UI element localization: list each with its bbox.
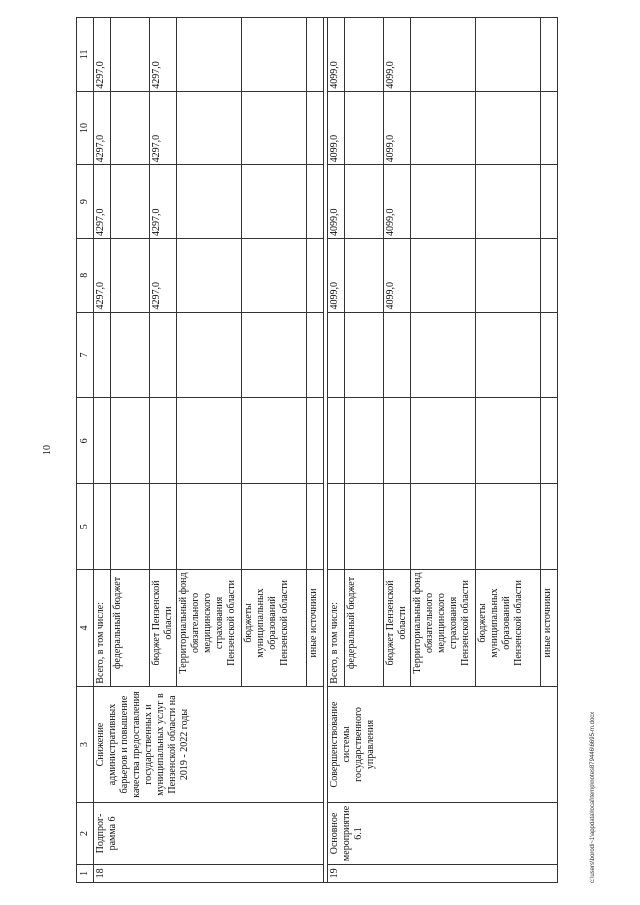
- value-cell-col-8: [242, 238, 307, 312]
- funding-source-label: иные источники: [541, 570, 558, 687]
- col-num-5: 5: [77, 484, 94, 570]
- value-cell-col-10: 4099,0: [328, 91, 345, 165]
- program-code: Подпрог-рамма 6: [94, 803, 324, 864]
- value-cell-col-7: [476, 312, 541, 398]
- value-cell-col-10: 4099,0: [384, 91, 411, 165]
- col-num-7: 7: [77, 312, 94, 398]
- value-cell-col-10: 4297,0: [150, 91, 177, 165]
- value-cell-col-7: [94, 312, 111, 398]
- source-row: [328, 18, 345, 883]
- row-group-19: [328, 18, 558, 883]
- value-cell-col-7: [345, 312, 384, 398]
- value-cell-col-6: [345, 398, 384, 484]
- value-cell-col-6: [541, 398, 558, 484]
- col-num-4: 4: [77, 570, 94, 687]
- value-cell-col-10: [111, 91, 150, 165]
- value-cell-col-5: [177, 484, 242, 570]
- value-cell-col-6: [411, 398, 476, 484]
- value-cell-col-9: [177, 165, 242, 239]
- value-cell-col-7: [242, 312, 307, 398]
- funding-source-label: Территориальный фонд обязательного медицинского страхования Пензенской области: [411, 570, 476, 687]
- page-number: 10: [42, 445, 53, 455]
- value-cell-col-6: [242, 398, 307, 484]
- value-cell-col-7: [541, 312, 558, 398]
- value-cell-col-8: [541, 238, 558, 312]
- value-cell-col-5: [94, 484, 111, 570]
- funding-source-label: бюджет Пензенской области: [150, 570, 177, 687]
- value-cell-col-11: [476, 18, 541, 92]
- value-cell-col-11: [307, 18, 324, 92]
- col-num-11: 11: [77, 18, 94, 92]
- budget-table: [76, 17, 558, 883]
- value-cell-col-9: [345, 165, 384, 239]
- value-cell-col-11: [541, 18, 558, 92]
- value-cell-col-8: [177, 238, 242, 312]
- value-cell-col-5: [345, 484, 384, 570]
- value-cell-col-10: 4297,0: [94, 91, 111, 165]
- value-cell-col-7: [328, 312, 345, 398]
- value-cell-col-10: [541, 91, 558, 165]
- value-cell-col-9: [111, 165, 150, 239]
- value-cell-col-5: [242, 484, 307, 570]
- col-num-8: 8: [77, 238, 94, 312]
- funding-source-label: Всего, в том числе:: [94, 570, 111, 687]
- row-number: 18: [94, 864, 324, 882]
- value-cell-col-5: [328, 484, 345, 570]
- value-cell-col-6: [476, 398, 541, 484]
- value-cell-col-7: [177, 312, 242, 398]
- value-cell-col-11: [345, 18, 384, 92]
- value-cell-col-9: [307, 165, 324, 239]
- value-cell-col-8: 4099,0: [328, 238, 345, 312]
- col-num-1: 1: [77, 864, 94, 882]
- value-cell-col-7: [150, 312, 177, 398]
- row-number: 19: [328, 864, 558, 882]
- col-num-10: 10: [77, 91, 94, 165]
- funding-source-label: федеральный бюджет: [111, 570, 150, 687]
- value-cell-col-7: [384, 312, 411, 398]
- value-cell-col-9: 4099,0: [328, 165, 345, 239]
- funding-source-label: федеральный бюджет: [345, 570, 384, 687]
- value-cell-col-8: [111, 238, 150, 312]
- source-row: [94, 18, 111, 883]
- value-cell-col-9: [541, 165, 558, 239]
- value-cell-col-9: 4297,0: [94, 165, 111, 239]
- row-group-18: [94, 18, 324, 883]
- value-cell-col-8: [411, 238, 476, 312]
- funding-source-label: Территориальный фонд обязательного медицинского страхования Пензенской области: [177, 570, 242, 687]
- value-cell-col-10: [476, 91, 541, 165]
- value-cell-col-11: [177, 18, 242, 92]
- value-cell-col-10: [177, 91, 242, 165]
- program-name: Снижение административных барьеров и повышение качества предоставления государственных и муниципальных услуг в Пензенской области на 2019 - 2022 годы: [94, 686, 324, 803]
- value-cell-col-9: 4099,0: [384, 165, 411, 239]
- value-cell-col-10: [307, 91, 324, 165]
- value-cell-col-9: [411, 165, 476, 239]
- value-cell-col-8: [307, 238, 324, 312]
- value-cell-col-9: [242, 165, 307, 239]
- funding-source-label: иные источники: [307, 570, 324, 687]
- value-cell-col-6: [177, 398, 242, 484]
- value-cell-col-5: [476, 484, 541, 570]
- column-number-row: [77, 18, 94, 883]
- value-cell-col-11: [242, 18, 307, 92]
- value-cell-col-8: 4297,0: [94, 238, 111, 312]
- funding-source-label: бюджеты муниципальных образований Пензенской области: [476, 570, 541, 687]
- funding-source-label: Всего, в том числе:: [328, 570, 345, 687]
- value-cell-col-11: [411, 18, 476, 92]
- funding-source-label: бюджеты муниципальных образований Пензенской области: [242, 570, 307, 687]
- value-cell-col-5: [541, 484, 558, 570]
- value-cell-col-6: [150, 398, 177, 484]
- value-cell-col-6: [111, 398, 150, 484]
- value-cell-col-7: [111, 312, 150, 398]
- value-cell-col-8: 4297,0: [150, 238, 177, 312]
- value-cell-col-5: [384, 484, 411, 570]
- value-cell-col-7: [411, 312, 476, 398]
- value-cell-col-6: [328, 398, 345, 484]
- program-code: Основное мероприятие 6.1: [328, 803, 558, 864]
- col-num-2: 2: [77, 803, 94, 864]
- value-cell-col-9: 4297,0: [150, 165, 177, 239]
- value-cell-col-7: [307, 312, 324, 398]
- col-num-3: 3: [77, 686, 94, 803]
- col-num-9: 9: [77, 165, 94, 239]
- value-cell-col-5: [307, 484, 324, 570]
- value-cell-col-6: [94, 398, 111, 484]
- value-cell-col-5: [411, 484, 476, 570]
- value-cell-col-11: 4099,0: [384, 18, 411, 92]
- rotated-landscape-page: [42, 15, 602, 885]
- value-cell-col-10: [411, 91, 476, 165]
- funding-source-label: бюджет Пензенской области: [384, 570, 411, 687]
- col-num-6: 6: [77, 398, 94, 484]
- program-name: Совершенствование системы государственного управления: [328, 686, 558, 803]
- value-cell-col-5: [111, 484, 150, 570]
- value-cell-col-11: [111, 18, 150, 92]
- value-cell-col-10: [345, 91, 384, 165]
- value-cell-col-8: [476, 238, 541, 312]
- value-cell-col-11: 4099,0: [328, 18, 345, 92]
- value-cell-col-8: [345, 238, 384, 312]
- value-cell-col-5: [150, 484, 177, 570]
- value-cell-col-10: [242, 91, 307, 165]
- value-cell-col-11: 4297,0: [94, 18, 111, 92]
- value-cell-col-8: 4099,0: [384, 238, 411, 312]
- value-cell-col-6: [384, 398, 411, 484]
- value-cell-col-6: [307, 398, 324, 484]
- file-path-footer: c:\users\borodi~1\appdata\local\temp\notes879446\6695-m.docx: [590, 711, 596, 883]
- value-cell-col-11: 4297,0: [150, 18, 177, 92]
- value-cell-col-9: [476, 165, 541, 239]
